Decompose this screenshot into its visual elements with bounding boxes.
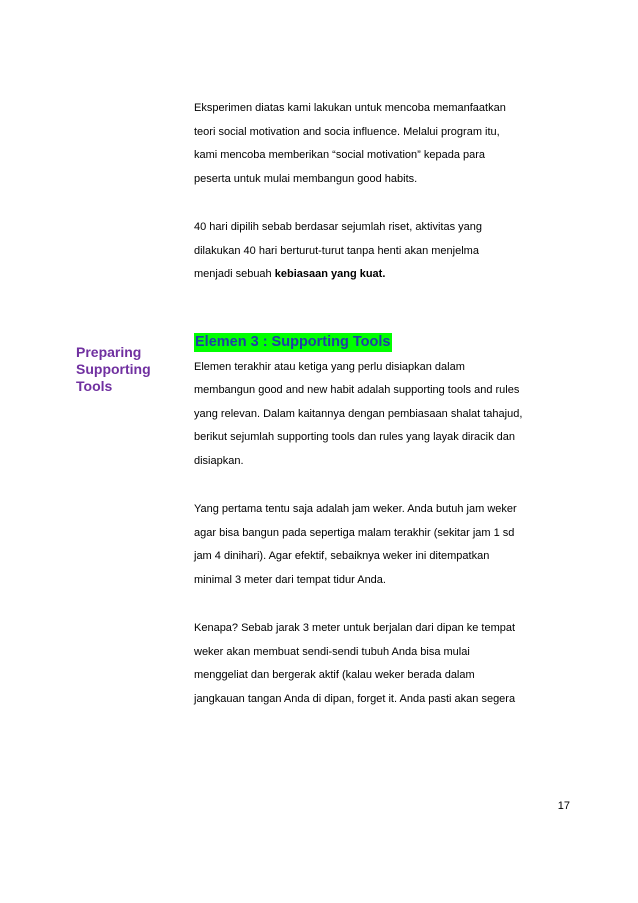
text-line: Elemen terakhir atau ketiga yang perlu disiapkan dalam [194,360,465,373]
paragraph-spacer [194,592,554,617]
paragraph-three-meters [194,617,554,711]
text-line: menggeliat dan bergerak aktif (kalau weker berada dalam [194,669,475,681]
section-heading: Elemen 3 : Supporting Tools [195,333,391,350]
text-line: Eksperimen diatas kami lakukan untuk mencoba memanfaatkan [194,102,506,114]
text-line: Kenapa? Sebab jarak 3 meter untuk berjalan dari dipan ke tempat [194,622,516,634]
text-line: yang relevan. Dalam kaitannya dengan pembiasaan shalat tahajud, [194,407,523,420]
text-line: dilakukan 40 hari berturut-turut tanpa henti akan menjelma [194,244,479,257]
paragraph-spacer [194,287,554,333]
side-label-line-1: Preparing [76,344,142,360]
text-line: 40 hari dipilih sebab berdasar sejumlah riset, aktivitas yang [194,221,482,233]
paragraph-spacer [194,473,554,498]
paragraph-supporting-tools-intro [194,356,554,474]
paragraph-social-motivation [194,97,554,191]
paragraph-spacer [194,191,554,216]
page-number: 17 [557,800,570,812]
text-line: disiapkan. [194,454,244,467]
text-line: agar bisa bangun pada sepertiga malam terakhir (sekitar jam 1 sd [194,526,515,539]
side-label-line-3: Tools [76,378,113,394]
text-line [194,263,554,287]
text-line: peserta untuk mulai membangun good habits. [194,172,418,185]
text-line: membangun good and new habit adalah supporting tools and rules [194,384,520,396]
bold-emphasis: kebiasaan yang kuat. [274,268,386,280]
paragraph-forty-days [194,216,554,287]
text-line: berikut sejumlah supporting tools dan rules yang layak diracik dan [194,431,516,443]
main-content [194,97,554,711]
text-line: teori social motivation and socia influence. Melalui program itu, [194,125,500,138]
text-line: Yang pertama tentu saja adalah jam weker. Anda butuh jam weker [194,503,517,515]
paragraph-alarm-clock [194,498,554,592]
text-line: jangkauan tangan Anda di dipan, forget it. Anda pasti akan segera [194,692,516,705]
text-line: kami mencoba memberikan “social motivation” kepada para [194,149,486,161]
text-line: jam 4 dinihari). Agar efektif, sebaiknya weker ini ditempatkan [194,550,490,562]
text-run: menjadi sebuah [194,268,275,280]
text-line: weker akan membuat sendi-sendi tubuh Anda bisa mulai [194,645,470,658]
side-label-line-2: Supporting [76,361,151,377]
text-line: minimal 3 meter dari tempat tidur Anda. [194,573,386,586]
section-side-label [76,344,172,395]
